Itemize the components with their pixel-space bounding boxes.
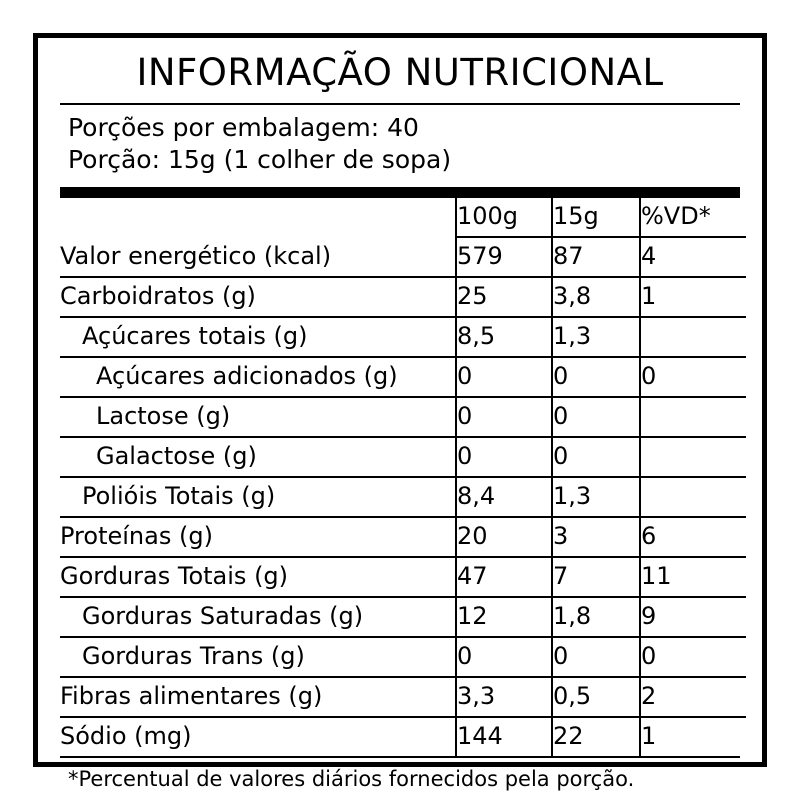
row-value-serving: 22 (552, 717, 640, 756)
table-row (60, 477, 746, 517)
row-value-100g: 8,4 (456, 477, 552, 517)
table-row (60, 317, 746, 357)
row-value-serving: 1,8 (552, 597, 640, 637)
row-value-percent-dv (640, 437, 746, 477)
page-title: INFORMAÇÃO NUTRICIONAL (136, 51, 664, 94)
row-value-serving: 0 (552, 437, 640, 477)
row-value-serving: 0 (552, 637, 640, 677)
column-header-name (60, 198, 456, 237)
footnote: *Percentual de valores diários fornecidos pela porção. (60, 756, 740, 791)
row-value-percent-dv: 4 (640, 237, 746, 277)
row-label: Gorduras Totais (g) (60, 557, 456, 597)
row-value-percent-dv: 11 (640, 557, 746, 597)
row-value-100g: 0 (456, 437, 552, 477)
row-label: Polióis Totais (g) (60, 477, 456, 517)
row-label: Valor energético (kcal) (60, 237, 456, 277)
row-label: Carboidratos (g) (60, 277, 456, 317)
serving-info (60, 105, 740, 183)
row-value-serving: 0 (552, 397, 640, 437)
header-row (60, 198, 746, 237)
row-value-percent-dv: 2 (640, 677, 746, 717)
row-value-percent-dv: 0 (640, 357, 746, 397)
row-value-serving: 1,3 (552, 477, 640, 517)
row-label: Fibras alimentares (g) (60, 677, 456, 717)
servings-per-package: Porções por embalagem: 40 (68, 112, 419, 142)
table-row (60, 277, 746, 317)
row-value-serving: 1,3 (552, 317, 640, 357)
row-label: Gorduras Saturadas (g) (60, 597, 456, 637)
row-value-percent-dv (640, 397, 746, 437)
row-value-percent-dv (640, 317, 746, 357)
row-label: Açúcares totais (g) (60, 317, 456, 357)
row-value-serving: 87 (552, 237, 640, 277)
column-header-percent-dv: %VD* (640, 198, 746, 237)
row-label: Sódio (mg) (60, 722, 192, 751)
row-value-percent-dv (640, 477, 746, 517)
row-value-100g: 579 (456, 237, 552, 277)
heavy-divider (60, 187, 740, 198)
row-value-100g: 3,3 (456, 677, 552, 717)
row-value-percent-dv: 6 (640, 517, 746, 557)
row-label: Proteínas (g) (60, 517, 456, 557)
row-label: Lactose (g) (60, 397, 456, 437)
row-value-serving: 0,5 (552, 677, 640, 717)
row-value-100g: 20 (456, 517, 552, 557)
row-value-100g: 144 (456, 717, 552, 756)
row-value-100g: 0 (456, 357, 552, 397)
row-value-100g: 25 (456, 277, 552, 317)
table-row (60, 557, 746, 597)
table-body (60, 237, 746, 756)
serving-size: Porção: 15g (1 colher de sopa) (68, 144, 452, 174)
table-row (60, 597, 746, 637)
column-header-serving: 15g (552, 198, 640, 237)
row-value-serving: 3 (552, 517, 640, 557)
row-value-100g: 0 (456, 637, 552, 677)
row-value-percent-dv: 1 (640, 277, 746, 317)
row-value-serving: 7 (552, 557, 640, 597)
table-header (60, 198, 746, 237)
nutrition-table (60, 198, 746, 756)
row-value-percent-dv: 1 (640, 717, 746, 756)
table-row (60, 357, 746, 397)
row-value-100g: 47 (456, 557, 552, 597)
table-row (60, 237, 746, 277)
nutrition-facts-panel (33, 33, 767, 791)
row-value-percent-dv: 9 (640, 597, 746, 637)
table-row (60, 717, 746, 756)
table-row (60, 677, 746, 717)
table-row (60, 637, 746, 677)
row-label: Gorduras Trans (g) (60, 637, 456, 677)
row-label: Açúcares adicionados (g) (60, 357, 456, 397)
row-value-serving: 0 (552, 357, 640, 397)
row-label: Galactose (g) (60, 437, 456, 477)
row-value-100g: 8,5 (456, 317, 552, 357)
row-value-serving: 3,8 (552, 277, 640, 317)
row-value-percent-dv: 0 (640, 637, 746, 677)
table-row (60, 437, 746, 477)
table-row (60, 517, 746, 557)
table-row (60, 397, 746, 437)
column-header-100g: 100g (456, 198, 552, 237)
row-value-100g: 0 (456, 397, 552, 437)
row-value-100g: 12 (456, 597, 552, 637)
